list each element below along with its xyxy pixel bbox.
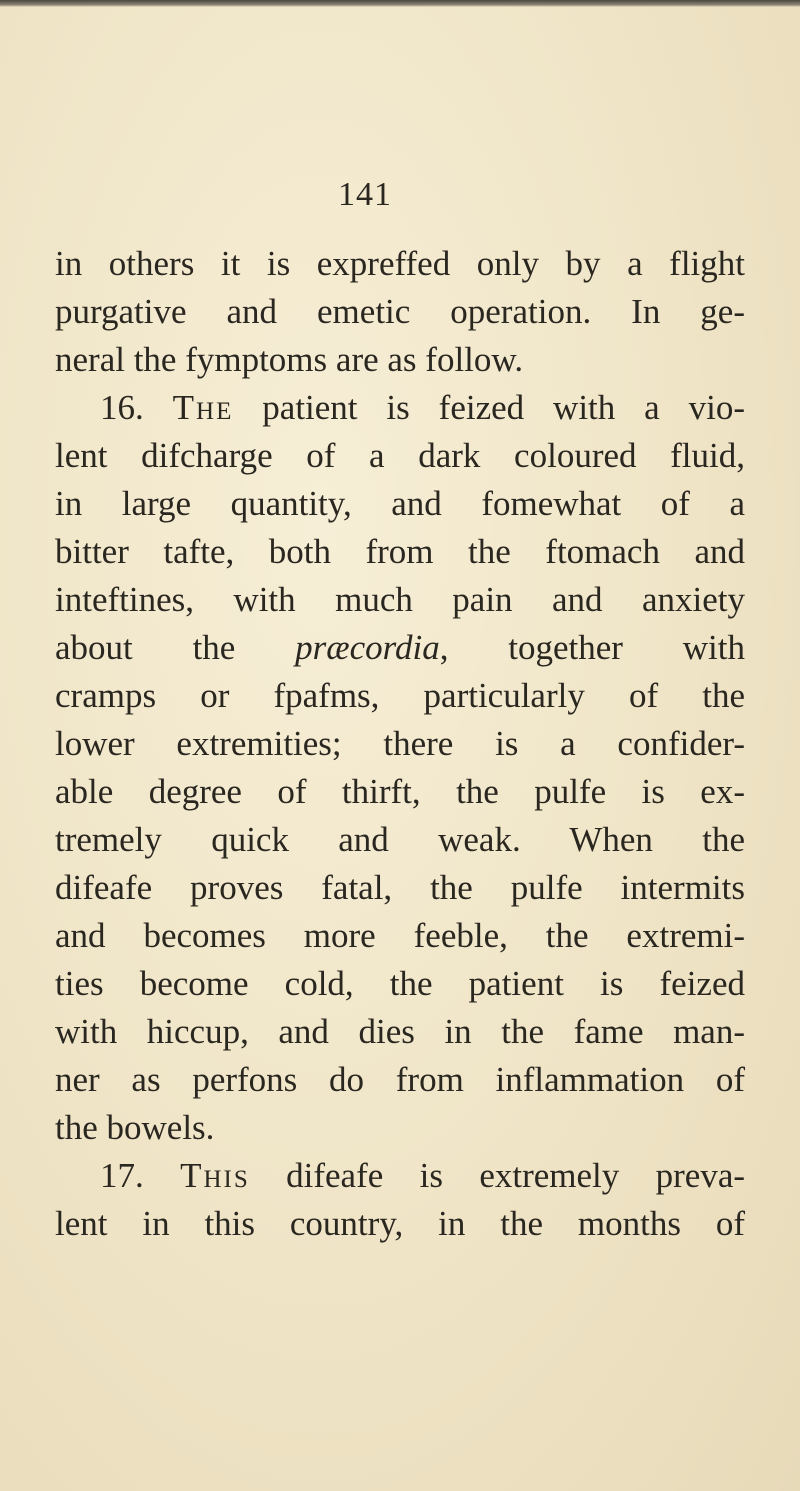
text-line: with hiccup, and dies in the fame man- [55, 1012, 745, 1051]
text-line: able degree of thirft, the pulfe is ex- [55, 772, 745, 811]
text-line-with-italic [55, 624, 745, 672]
text-line: purgative and emetic operation. In ge- [55, 292, 745, 331]
text-line: bitter tafte, both from the ftomach and [55, 532, 745, 571]
text-segment: about the [55, 628, 236, 667]
paragraph-start-17 [55, 1152, 745, 1200]
page-number: 141 [338, 176, 392, 213]
page-top-edge [0, 0, 800, 7]
paragraph-start-16 [55, 384, 745, 432]
text-line-content: difeafe is extremely preva- [286, 1156, 746, 1195]
text-line: the bowels. [55, 1108, 215, 1147]
text-line: in large quantity, and fomewhat of a [55, 484, 745, 523]
text-line: inteftines, with much pain and anxiety [55, 580, 745, 619]
italic-term: præcordia [295, 628, 440, 667]
text-line: ties become cold, the patient is feized [55, 964, 745, 1003]
text-line: lent in this country, in the months of [55, 1204, 745, 1243]
text-line: and becomes more feeble, the extremi- [55, 916, 745, 955]
text-line: ner as perfons do from inflammation of [55, 1060, 745, 1099]
paragraph-lead-word: The [172, 388, 234, 427]
text-line: tremely quick and weak. When the [55, 820, 745, 859]
paragraph-lead-word: This [180, 1156, 250, 1195]
paragraph-number: 16. [100, 388, 144, 427]
paragraph-number: 17. [100, 1156, 144, 1195]
text-line: lent difcharge of a dark coloured fluid, [55, 436, 745, 475]
text-line: in others it is expreffed only by a flight [55, 244, 745, 283]
body-text [55, 240, 745, 1248]
text-line: difeafe proves fatal, the pulfe intermits [55, 868, 745, 907]
text-line: lower extremities; there is a confider- [55, 724, 745, 763]
text-line: cramps or fpafms, particularly of the [55, 676, 745, 715]
text-segment: , together with [439, 628, 745, 667]
text-line: neral the fymptoms are as follow. [55, 340, 524, 379]
text-line-content: patient is feized with a vio- [262, 388, 745, 427]
